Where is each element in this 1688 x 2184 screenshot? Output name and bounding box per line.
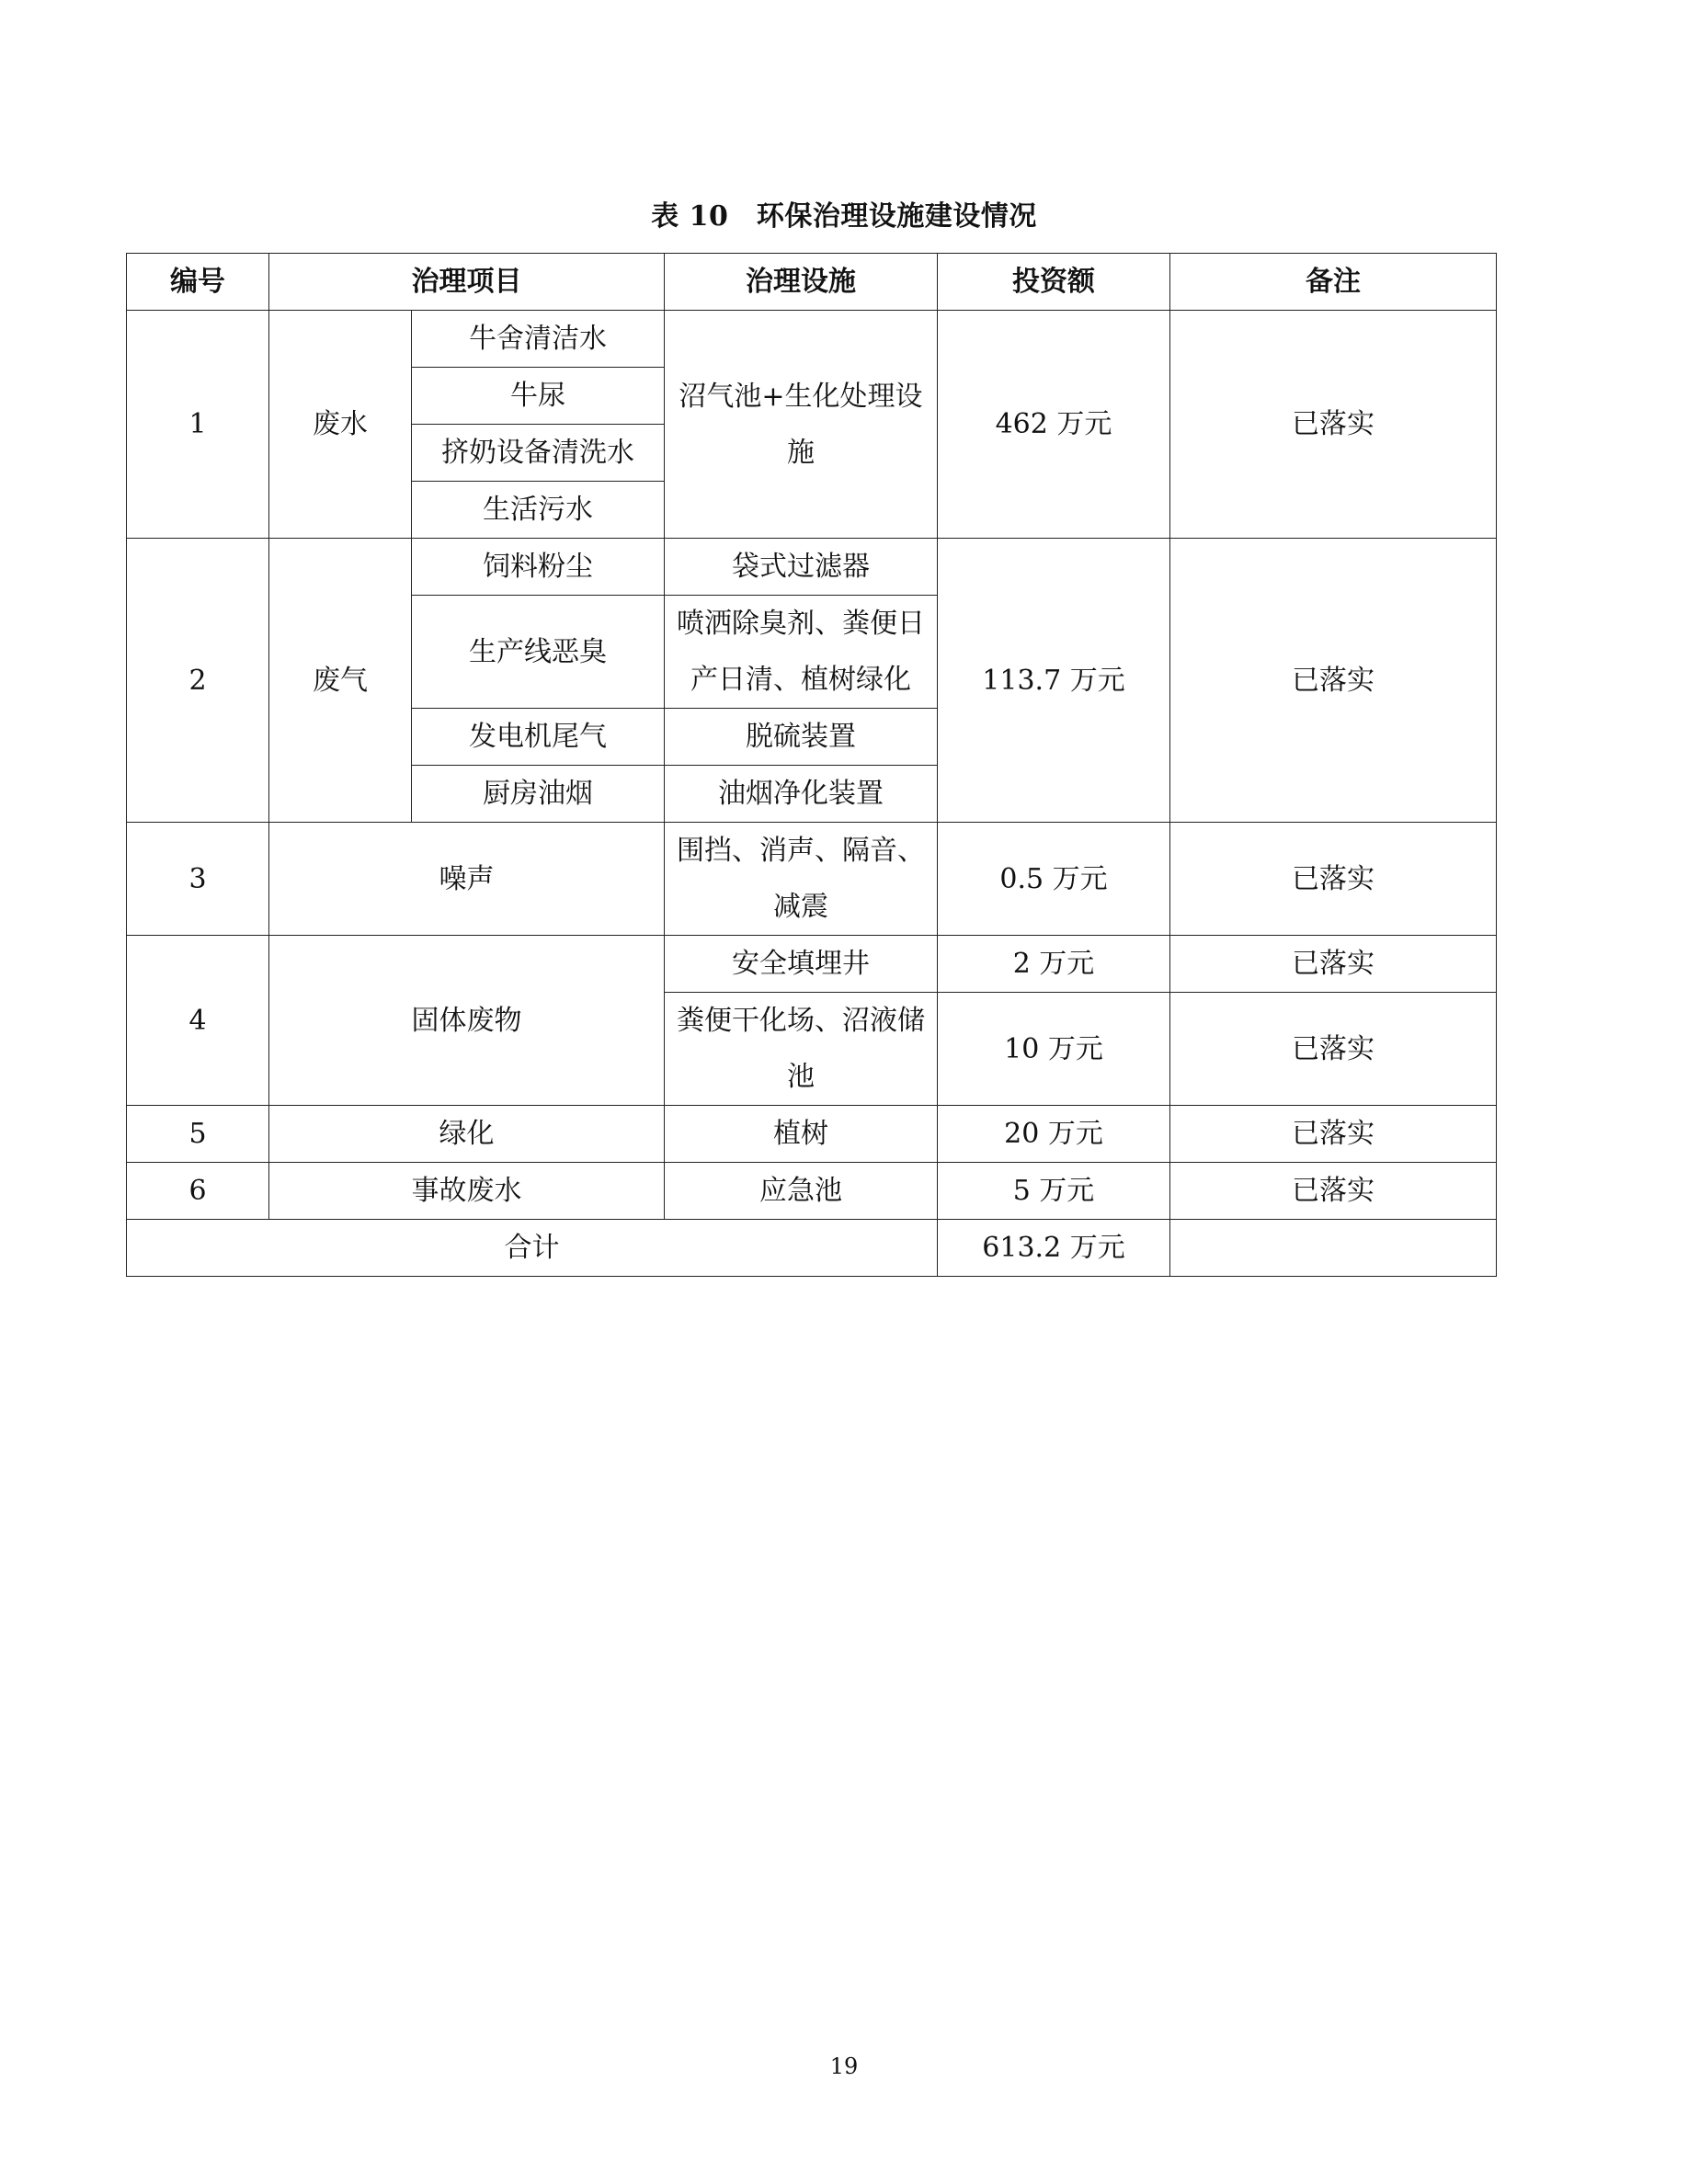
header-facility: 治理设施 [665, 254, 938, 311]
wastewater-source: 生活污水 [412, 482, 665, 539]
row-facility: 应急池 [665, 1163, 938, 1220]
row-remark: 已落实 [1170, 936, 1497, 993]
row-investment: 5 万元 [938, 1163, 1170, 1220]
total-row [127, 1220, 1497, 1277]
table-row [127, 539, 1497, 596]
header-item: 治理项目 [269, 254, 665, 311]
header-no: 编号 [127, 254, 269, 311]
page-number: 19 [829, 2053, 859, 2079]
row-remark: 已落实 [1170, 993, 1497, 1106]
row-remark: 已落实 [1170, 539, 1497, 823]
row-no: 5 [127, 1106, 269, 1163]
table-row [127, 1106, 1497, 1163]
exhaust-source: 厨房油烟 [412, 766, 665, 823]
row-investment: 20 万元 [938, 1106, 1170, 1163]
table-row [127, 823, 1497, 936]
row-no: 4 [127, 936, 269, 1106]
total-label: 合计 [127, 1220, 938, 1277]
environmental-facilities-table [126, 253, 1497, 1277]
row-investment: 2 万元 [938, 936, 1170, 993]
row-investment: 10 万元 [938, 993, 1170, 1106]
exhaust-facility: 油烟净化装置 [665, 766, 938, 823]
row-category: 废气 [269, 539, 412, 823]
total-remark [1170, 1220, 1497, 1277]
exhaust-facility: 喷洒除臭剂、粪便日产日清、植树绿化 [665, 596, 938, 709]
row-investment: 113.7 万元 [938, 539, 1170, 823]
table-row [127, 311, 1497, 368]
table-row [127, 1163, 1497, 1220]
header-investment: 投资额 [938, 254, 1170, 311]
row-item: 事故废水 [269, 1163, 665, 1220]
row-item: 噪声 [269, 823, 665, 936]
row-item: 绿化 [269, 1106, 665, 1163]
table-caption: 表 10 环保治理设施建设情况 [651, 200, 1037, 233]
row-remark: 已落实 [1170, 823, 1497, 936]
row-item: 固体废物 [269, 936, 665, 1106]
exhaust-facility: 脱硫装置 [665, 709, 938, 766]
header-remark: 备注 [1170, 254, 1497, 311]
wastewater-source: 挤奶设备清洗水 [412, 425, 665, 482]
wastewater-source: 牛尿 [412, 368, 665, 425]
row-no: 3 [127, 823, 269, 936]
row-facility: 粪便干化场、沼液储池 [665, 993, 938, 1106]
row-investment: 462 万元 [938, 311, 1170, 539]
row-remark: 已落实 [1170, 1106, 1497, 1163]
wastewater-source: 牛舍清洁水 [412, 311, 665, 368]
exhaust-source: 发电机尾气 [412, 709, 665, 766]
row-no: 2 [127, 539, 269, 823]
table-row [127, 936, 1497, 993]
exhaust-facility: 袋式过滤器 [665, 539, 938, 596]
exhaust-source: 生产线恶臭 [412, 596, 665, 709]
row-facility: 沼气池+生化处理设施 [665, 311, 938, 539]
row-facility: 植树 [665, 1106, 938, 1163]
row-no: 6 [127, 1163, 269, 1220]
row-remark: 已落实 [1170, 311, 1497, 539]
row-category: 废水 [269, 311, 412, 539]
row-no: 1 [127, 311, 269, 539]
total-investment: 613.2 万元 [938, 1220, 1170, 1277]
row-remark: 已落实 [1170, 1163, 1497, 1220]
exhaust-source: 饲料粉尘 [412, 539, 665, 596]
table-header-row [127, 254, 1497, 311]
row-facility: 安全填埋井 [665, 936, 938, 993]
row-facility: 围挡、消声、隔音、减震 [665, 823, 938, 936]
row-investment: 0.5 万元 [938, 823, 1170, 936]
